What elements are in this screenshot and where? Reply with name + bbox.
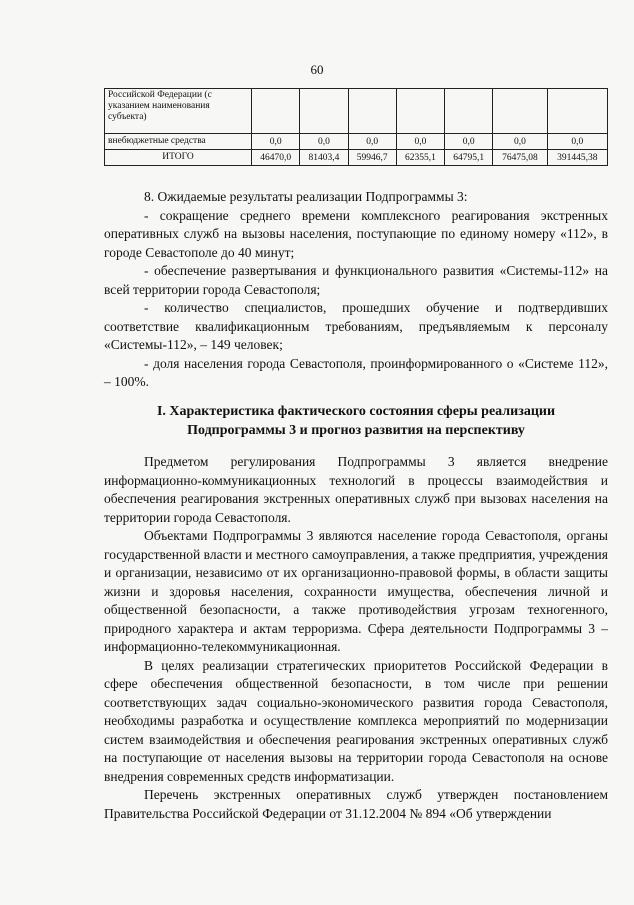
- table-cell: [252, 89, 300, 134]
- table-cell: 76475,08: [493, 150, 547, 166]
- table-cell: 0,0: [493, 134, 547, 150]
- table-cell: 59946,7: [348, 150, 396, 166]
- paragraph: Предметом регулирования Подпрограммы 3 является внедрение информационно-коммуникационных технологий в процессы взаимодействия и обеспечения реагирования экстренных оперативных служб при вызовах населения на территории города Севастополя.: [104, 454, 608, 525]
- table-cell: [396, 89, 444, 134]
- table-cell-label: Российской Федерации (с указанием наименования субъекта): [105, 89, 252, 134]
- table-cell: 0,0: [252, 134, 300, 150]
- section-body: [104, 453, 608, 823]
- table-cell: 0,0: [348, 134, 396, 150]
- result-item: - обеспечение развертывания и функционального развития «Системы-112» на всей территории города Севастополя;: [104, 263, 608, 297]
- table-cell-label: ИТОГО: [105, 150, 252, 166]
- result-item: - доля населения города Севастополя, проинформированного о «Системе 112», – 100%.: [104, 355, 608, 389]
- table-cell: [493, 89, 547, 134]
- budget-table: [104, 88, 608, 166]
- result-item: - количество специалистов, прошедших обучение и подтвердивших соответствие квалификационным требованиям, предъявляемым к персоналу «Системы-112», – 149 человек;: [104, 300, 608, 352]
- table-cell: 391445,38: [547, 150, 607, 166]
- page-number: 60: [310, 62, 324, 77]
- table-cell: 81403,4: [300, 150, 348, 166]
- paragraph: В целях реализации стратегических приоритетов Российской Федерации в сфере обеспечения общественной безопасности, в том числе при решении соответствующих задач социально-экономического развития города Севастополя, необходимы разработка и осуществление комплекса мероприятий по модернизации систем взаимодействия и обеспечения реагирования экстренных оперативных служб на поступающие от населения вызовы на территории города Севастополя на основе внедрения современных средств информатизации.: [104, 657, 608, 784]
- table-cell: 0,0: [445, 134, 493, 150]
- paragraph: Перечень экстренных оперативных служб утвержден постановлением Правительства Российской Федерации от 31.12.2004 № 894 «Об утверждении: [104, 787, 608, 821]
- paragraph: Объектами Подпрограммы 3 являются население города Севастополя, органы государственной власти и местного самоуправления, а также предприятия, учреждения и организации, независимо от их организационно-правовой формы, в области защиты жизни и здоровья населения, сохранности имущества, обеспечения личной и общественной безопасности, а также противодействия угрозам техногенного, природного характера и актам терроризма. Сфера деятельности Подпрограммы 3 – информационно-телекоммуникационная.: [104, 528, 608, 654]
- table-cell: [445, 89, 493, 134]
- section-heading-line: Подпрограммы 3 и прогноз развития на перспективу: [187, 422, 525, 438]
- table-cell: 64795,1: [445, 150, 493, 166]
- table-row-total: [105, 150, 608, 166]
- table-row: [105, 134, 608, 150]
- section-heading: [104, 403, 608, 440]
- table-cell: 0,0: [547, 134, 607, 150]
- table-cell: [547, 89, 607, 134]
- table-row: [105, 89, 608, 134]
- expected-results: [104, 188, 608, 392]
- result-item: - сокращение среднего времени комплексного реагирования экстренных оперативных служб на вызовы населения, поступающие по единому номеру «112», в городе Севастополе до 40 минут;: [104, 207, 608, 260]
- results-title: 8. Ожидаемые результаты реализации Подпрограммы 3:: [144, 189, 468, 204]
- table-cell: [348, 89, 396, 134]
- table-cell: 0,0: [396, 134, 444, 150]
- table-cell-label: внебюджетные средства: [105, 134, 252, 150]
- section-heading-line: I. Характеристика фактического состояния сферы реализации: [156, 404, 556, 419]
- table-cell: 62355,1: [396, 150, 444, 166]
- table-cell: 0,0: [300, 134, 348, 150]
- table-cell: 46470,0: [252, 150, 300, 166]
- table-cell: [300, 89, 348, 134]
